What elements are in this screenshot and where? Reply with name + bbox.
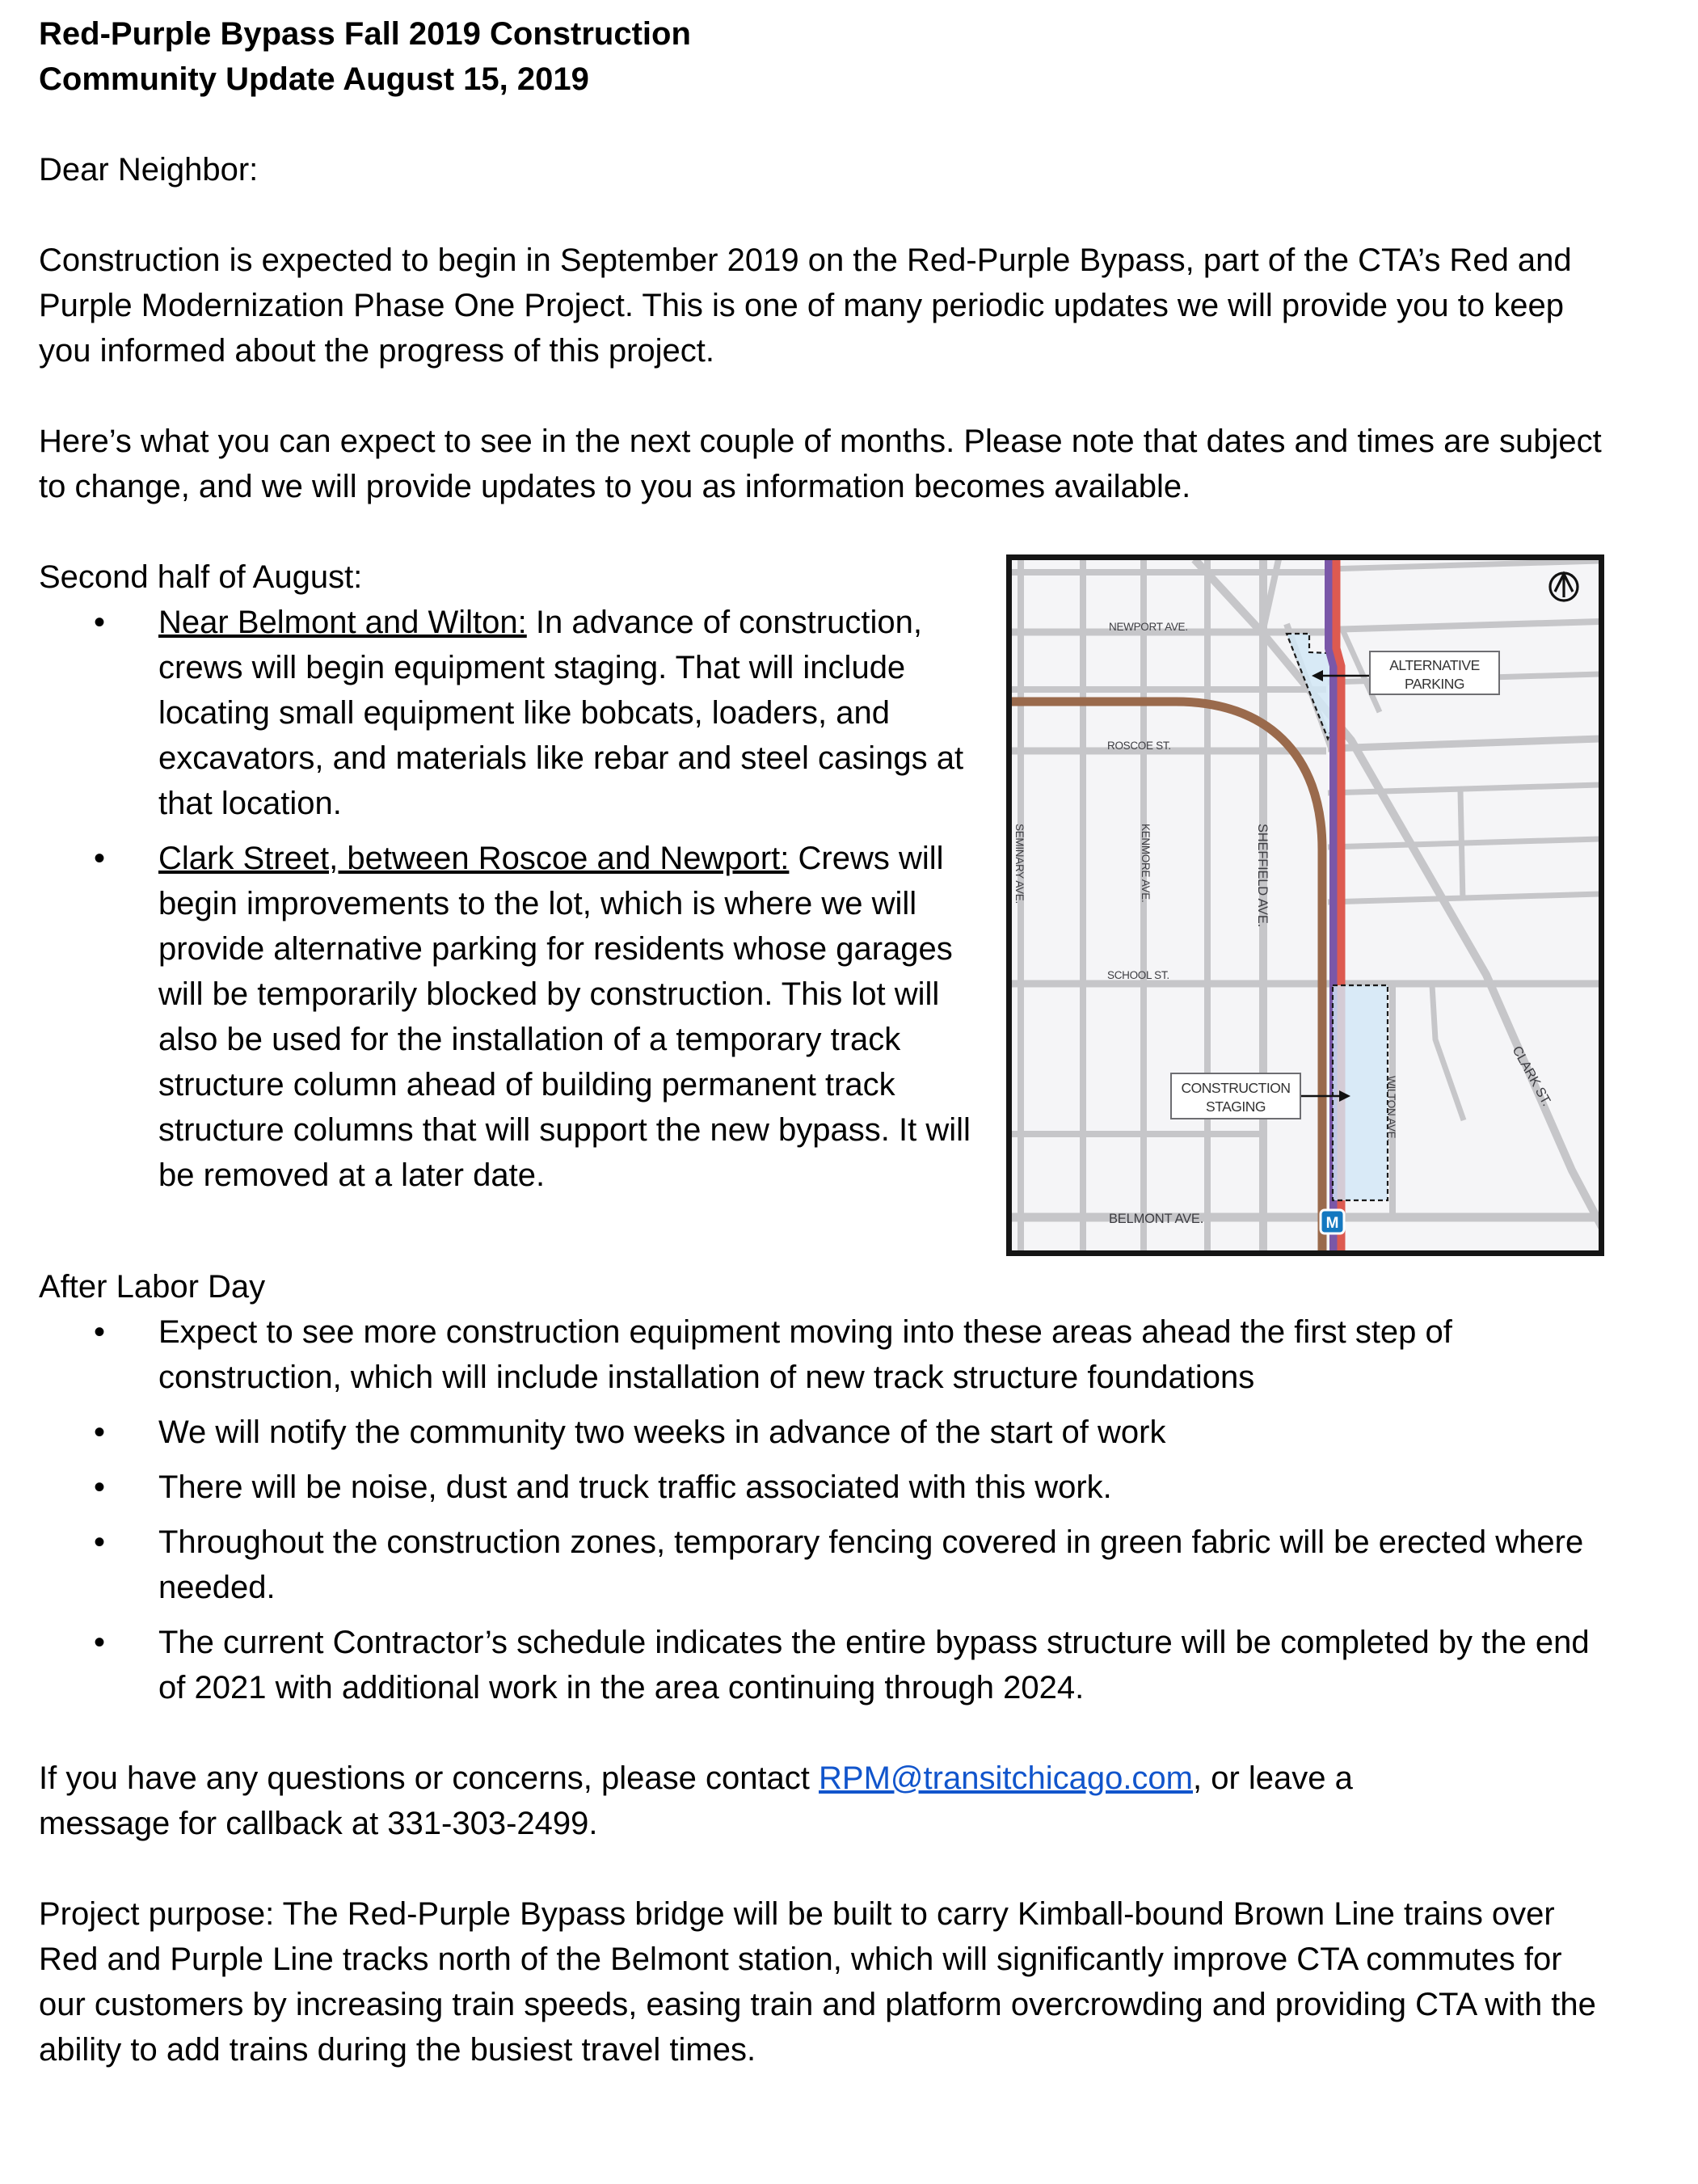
- section1-heading: Second half of August:: [39, 559, 363, 595]
- contact-text-line2: message for callback at 331-303-2499.: [39, 1806, 598, 1841]
- bullet-text: In advance of construction, crews will begin equipment staging. That will include locating small equipment like bobcats, loaders, and excavators, and materials like rebar and steel casings at that location.: [158, 605, 964, 821]
- after-labor-day-list: [39, 1309, 1604, 1710]
- intro-paragraph: Construction is expected to begin in September 2019 on the Red-Purple Bypass, part of the CTA’s Red and Purple Modernization Phase One Project. This is one of many periodic updates we will provide you to keep you informed about the progress of this project.: [39, 242, 1572, 369]
- contact-email-link[interactable]: RPM@transitchicago.com: [819, 1760, 1193, 1796]
- station-letter: M: [1325, 1215, 1339, 1232]
- alt-parking-label-line1: ALTERNATIVE: [1389, 657, 1480, 673]
- contact-paragraph: [39, 1756, 1604, 1846]
- section2-heading: After Labor Day: [39, 1269, 266, 1305]
- bullet-text: Crews will begin improvements to the lot, which is where we will provide alternative parking for residents whose garages will be temporarily blocked by construction. This lot will also be used for the installation of a temporary track structure column ahead of building permanent track structure columns that will support the new bypass. It will be removed at a later date.: [158, 841, 971, 1193]
- belmont-station-marker: [1321, 1210, 1344, 1233]
- bullet-lead: Near Belmont and Wilton:: [158, 605, 527, 640]
- street-label-wilton: WILTON AVE.: [1385, 1076, 1397, 1141]
- contact-text-after: , or leave a: [1193, 1760, 1353, 1796]
- project-purpose-paragraph: Project purpose: The Red-Purple Bypass bridge will be built to carry Kimball-bound Brown Line trains over Red and Purple Line tracks north of the Belmont station, which will significantly improve CTA commutes for our customers by increasing train speeds, easing train and platform overcrowding and providing CTA with the ability to add trains during the busiest travel times.: [39, 1896, 1596, 2068]
- list-item: [158, 600, 1604, 826]
- list-item: [158, 836, 1604, 1198]
- list-item: • Throughout the construction zones, temporary fencing covered in green fabric will be erected where needed.: [158, 1520, 1604, 1610]
- list-item: • The current Contractor’s schedule indicates the entire bypass structure will be completed by the end of 2021 with additional work in the area continuing through 2024.: [158, 1620, 1604, 1710]
- staging-label-line1: CONSTRUCTION: [1181, 1080, 1291, 1096]
- second-half-august-list: [39, 600, 1604, 1198]
- salutation: Dear Neighbor:: [39, 152, 259, 188]
- street-label-newport: NEWPORT AVE.: [1109, 621, 1188, 633]
- list-item: • Expect to see more construction equipment moving into these areas ahead the first step of construction, which will include installation of new track structure foundations: [158, 1309, 1604, 1400]
- street-label-kenmore: KENMORE AVE.: [1140, 824, 1152, 903]
- street-label-clark: CLARK ST.: [1509, 1044, 1554, 1109]
- list-item: • There will be noise, dust and truck traffic associated with this work.: [158, 1465, 1604, 1510]
- contact-text-before: If you have any questions or concerns, please contact: [39, 1760, 820, 1796]
- expectations-paragraph: Here’s what you can expect to see in the next couple of months. Please note that dates and times are subject to change, and we will provide updates to you as information becomes available.: [39, 424, 1602, 504]
- alt-parking-label-line2: PARKING: [1405, 676, 1464, 692]
- street-label-sheffield: SHEFFIELD AVE.: [1255, 824, 1270, 928]
- list-item: • We will notify the community two weeks in advance of the start of work: [158, 1410, 1604, 1455]
- doc-title-line2: Community Update August 15, 2019: [39, 61, 589, 97]
- doc-title-line1: Red-Purple Bypass Fall 2019 Construction: [39, 16, 691, 52]
- street-label-seminary: SEMINARY AVE.: [1013, 824, 1026, 904]
- street-label-belmont: BELMONT AVE.: [1109, 1212, 1204, 1226]
- staging-label-line2: STAGING: [1206, 1098, 1266, 1115]
- doc-title: [39, 11, 1604, 102]
- street-label-roscoe: ROSCOE ST.: [1107, 740, 1171, 752]
- street-label-school: SCHOOL ST.: [1107, 969, 1169, 981]
- bullet-lead: Clark Street, between Roscoe and Newport:: [158, 841, 790, 876]
